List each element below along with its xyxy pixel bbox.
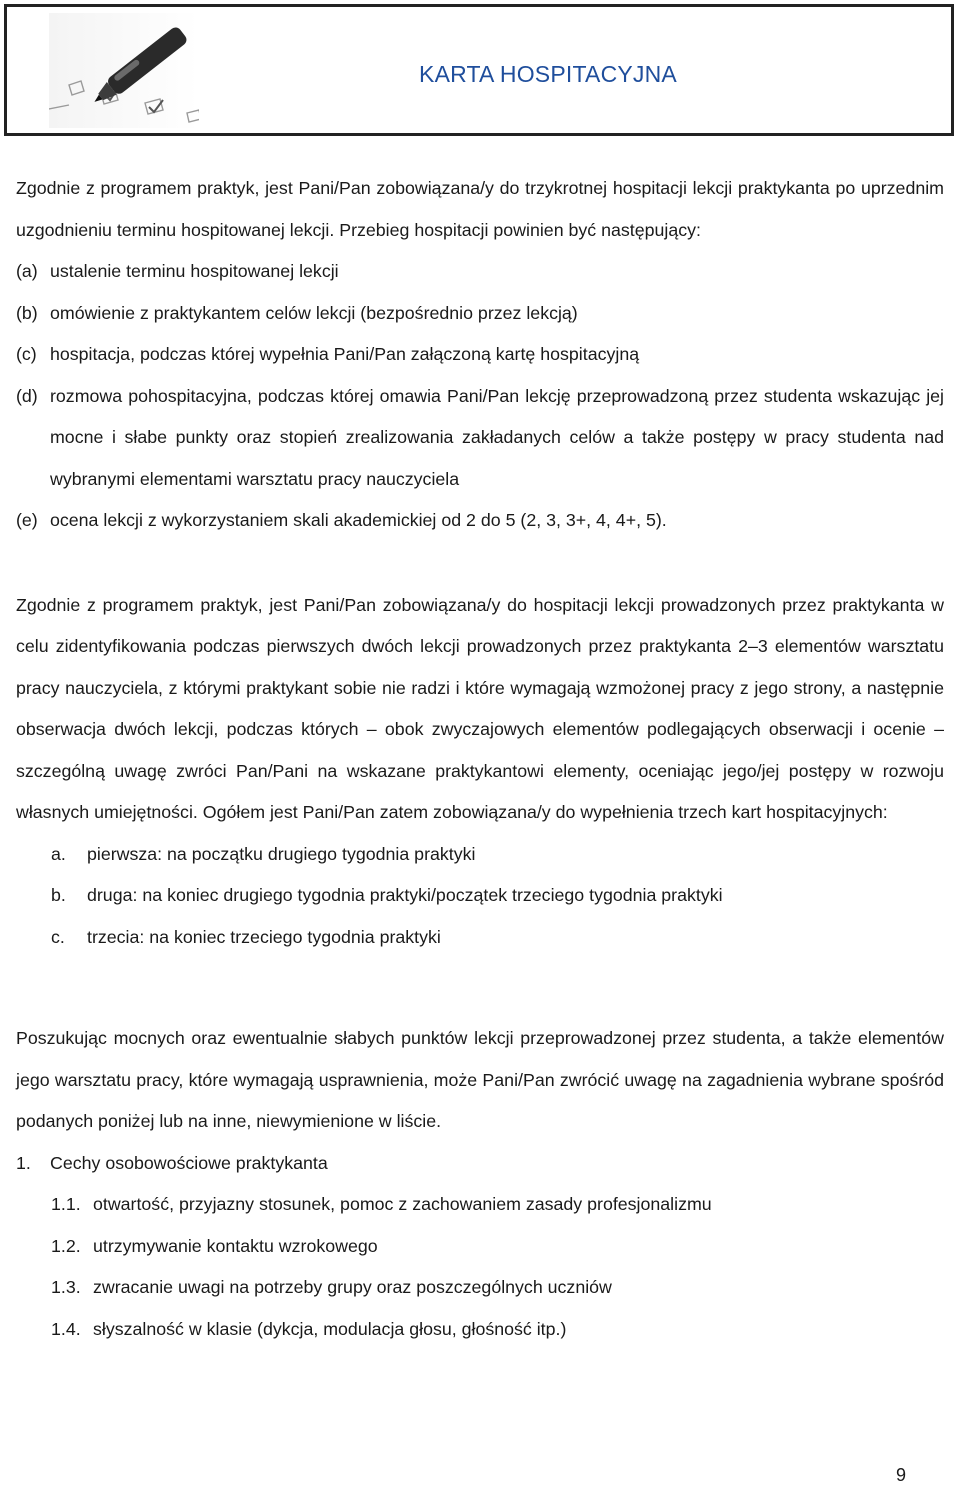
list-item-text: utrzymywanie kontaktu wzrokowego: [93, 1235, 378, 1256]
page-title: KARTA HOSPITACYJNA: [419, 61, 677, 87]
list-item: [16, 500, 944, 542]
hospitation-cards-list: [16, 834, 944, 959]
list-marker: 1.1.: [51, 1194, 81, 1214]
list-marker: c.: [51, 926, 65, 947]
paragraph-hospitation-schedule: Zgodnie z programem praktyk, jest Pani/Pan zobowiązana/y do trzykrotnej hospitacji lekcji praktykanta po uprzednim uzgodnieniu terminu hospitowanej lekcji. Przebieg hospitacji powinien być następujący:: [16, 178, 944, 240]
list-item: [16, 334, 944, 376]
list-marker: b.: [51, 885, 66, 905]
list-item-text: otwartość, przyjazny stosunek, pomoc z zachowaniem zasady profesjonalizmu: [93, 1194, 712, 1214]
list-marker: 1.2.: [51, 1235, 81, 1256]
list-marker: 1.4.: [51, 1318, 81, 1339]
list-marker: a.: [51, 843, 66, 864]
list-item: [51, 834, 944, 876]
list-marker: (e): [16, 510, 38, 530]
list-marker: 1.3.: [51, 1277, 81, 1297]
list-item: [51, 1267, 944, 1309]
list-item-text: ocena lekcji z wykorzystaniem skali akademickiej od 2 do 5 (2, 3, 3+, 4, 4+, 5).: [50, 510, 667, 530]
list-item: [51, 1184, 944, 1226]
list-item-text: pierwsza: na początku drugiego tygodnia praktyki: [87, 843, 476, 864]
list-item-text: ustalenie terminu hospitowanej lekcji: [50, 261, 339, 281]
document-body: [16, 168, 944, 1350]
list-marker: (b): [16, 302, 38, 323]
list-marker: (d): [16, 385, 38, 406]
list-item-text: zwracanie uwagi na potrzeby grupy oraz poszczególnych uczniów: [93, 1277, 612, 1297]
criteria-list: [16, 1143, 944, 1185]
paragraph-hospitation-obligations: Zgodnie z programem praktyk, jest Pani/Pan zobowiązana/y do hospitacji lekcji prowadzonych przez praktykanta w celu zidentyfikowania podczas pierwszych dwóch lekcji prowadzonych przez praktykanta 2–3 elementów warsztatu pracy nauczyciela, z którymi praktykant sobie nie radzi i które wymagają wzmożonej pracy z jego strony, a następnie obserwacja dwóch lekcji, podczas których – obok zwyczajowych elementów podlegających obserwacji i ocenie – szczególną uwagę zwróci Pan/Pani na wskazane praktykantowi elementy, oceniając jego/jej postępy w rozwoju własnych umiejętności. Ogółem jest Pani/Pan zatem zobowiązana/y do wypełnienia trzech kart hospitacyjnych:: [16, 594, 944, 822]
list-item: [16, 251, 944, 293]
list-item-text: hospitacja, podczas której wypełnia Pani/Pan załączoną kartę hospitacyjną: [50, 344, 640, 364]
list-item-text: druga: na koniec drugiego tygodnia praktyki/początek trzeciego tygodnia praktyki: [87, 885, 723, 905]
list-marker: 1.: [16, 1152, 31, 1173]
hospitation-steps-list: [16, 251, 944, 542]
list-item-text: słyszalność w klasie (dykcja, modulacja głosu, głośność itp.): [93, 1318, 567, 1339]
list-item-text: trzecia: na koniec trzeciego tygodnia praktyki: [87, 926, 441, 947]
list-item: [16, 376, 944, 501]
list-marker: (c): [16, 344, 37, 364]
list-item: [51, 917, 944, 959]
list-item-text: Cechy osobowościowe praktykanta: [50, 1152, 328, 1173]
criteria-category: [16, 1143, 944, 1185]
criteria-subitems-list: [16, 1184, 944, 1350]
list-item: [16, 293, 944, 335]
list-item-text: rozmowa pohospitacyjna, podczas której omawia Pani/Pan lekcję przeprowadzoną przez studenta wskazując jej mocne i słabe punkty oraz stopień zrealizowania zakładanych celów a także postępy w pracy studenta nad wybranymi elementami warsztatu pracy nauczyciela: [50, 385, 944, 489]
list-marker: (a): [16, 261, 38, 281]
list-item-text: omówienie z praktykantem celów lekcji (bezpośrednio przez lekcją): [50, 302, 578, 323]
paragraph-evaluation-criteria: Poszukując mocnych oraz ewentualnie słabych punktów lekcji przeprowadzonej przez studenta, a także elementów jego warsztatu pracy, które wymagają usprawnienia, może Pani/Pan zwrócić uwagę na zagadnienia wybrane spośród podanych poniżej lub na inne, niewymienione w liście.: [16, 1028, 944, 1131]
list-item: [51, 875, 944, 917]
list-item: [51, 1309, 944, 1351]
list-item: [51, 1226, 944, 1268]
header-box: [4, 4, 954, 136]
page-number: 9: [896, 1465, 907, 1485]
